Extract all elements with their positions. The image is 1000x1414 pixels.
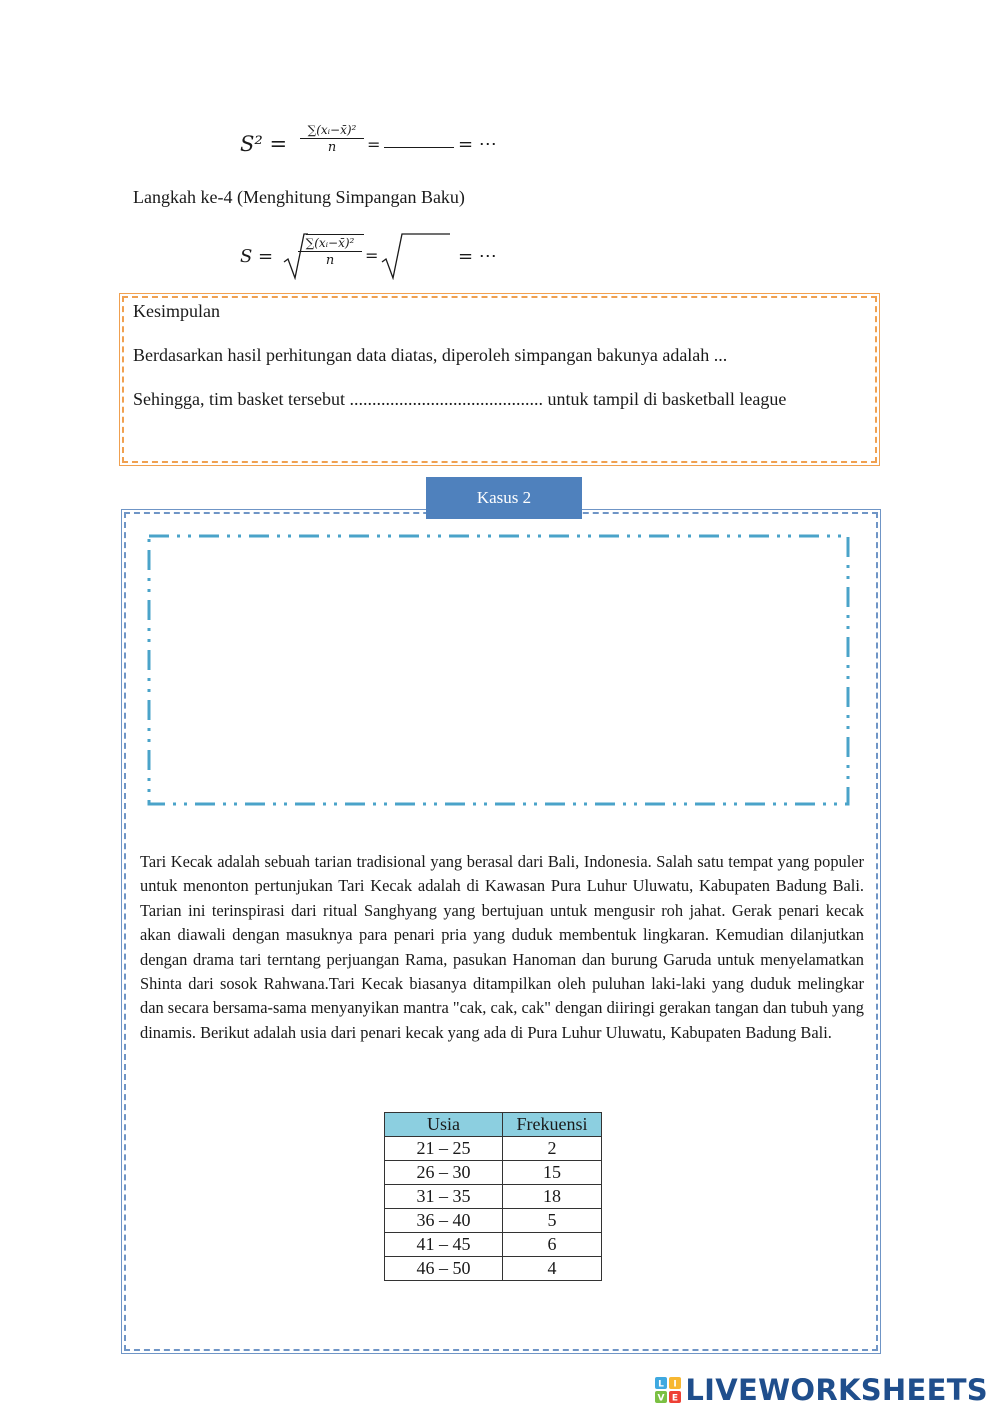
svg-text:V: V bbox=[657, 1393, 665, 1403]
case2-paragraph: Tari Kecak adalah sebuah tarian tradisional yang berasal dari Bali, Indonesia. Salah satu tempat yang populer untuk menonton pertunjukan Tari Kecak adalah di Kawasan Pura Luhur Uluwatu, Kabupaten Badung Bali. Tarian ini terinspirasi dari ritual Sanghyang yang bertujuan untuk mengusir roh jahat. Gerak penari kecak akan diawali dengan masuknya para penari pria yang duduk membentuk lingkaran. Kemudian dilanjutkan dengan drama tari terntang perjuangan Rama, pasukan Hanoman dan burung Garuda untuk menyelamatkan Shinta dari sosok Rahwana.Tari Kecak biasanya ditampilkan oleh puluhan laki-laki yang duduk melingkar dan secara bersama-sama menyanyikan mantra "cak, cak, cak" dengan diiringi gerakan tangan dan tubuh yang dinamis. Berikut adalah usia dari penari kecak yang ada di Pura Luhur Uluwatu, Kabupaten Badung Bali. bbox=[140, 852, 864, 1042]
table-row bbox=[385, 1209, 602, 1233]
frequency-cell: 2 bbox=[503, 1137, 602, 1161]
liveworksheets-logo-icon bbox=[655, 1377, 681, 1403]
stddev-fraction bbox=[298, 235, 362, 270]
variance-denominator: n bbox=[327, 140, 337, 155]
variance-blank-line bbox=[384, 147, 454, 148]
age-range-cell: 26 – 30 bbox=[385, 1161, 503, 1185]
conclusion-line-2: Sehingga, tim basket tersebut ........................................... untuk tampil di basketball league bbox=[133, 389, 787, 409]
age-range-cell: 41 – 45 bbox=[385, 1233, 503, 1257]
liveworksheets-brand[interactable] bbox=[655, 1372, 988, 1408]
stddev-lhs: S = bbox=[240, 246, 274, 267]
stddev-denominator: n bbox=[325, 253, 335, 268]
table-row bbox=[385, 1161, 602, 1185]
conclusion-title: Kesimpulan bbox=[133, 301, 220, 321]
variance-equals: = bbox=[367, 135, 381, 154]
frequency-cell: 18 bbox=[503, 1185, 602, 1209]
table-row bbox=[385, 1257, 602, 1281]
frequency-cell: 15 bbox=[503, 1161, 602, 1185]
frequency-cell: 5 bbox=[503, 1209, 602, 1233]
brand-name: LIVEWORKSHEETS bbox=[685, 1373, 988, 1407]
step4-label: Langkah ke-4 (Menghitung Simpangan Baku) bbox=[133, 187, 465, 207]
stddev-numerator: ∑(xᵢ−x̄)² bbox=[305, 236, 355, 250]
variance-lhs: S² = bbox=[240, 132, 288, 156]
case2-tab: Kasus 2 bbox=[426, 477, 582, 519]
age-range-cell: 36 – 40 bbox=[385, 1209, 503, 1233]
variance-numerator: ∑(xᵢ−x̄)² bbox=[307, 123, 357, 137]
conclusion-box bbox=[122, 296, 877, 463]
age-range-cell: 46 – 50 bbox=[385, 1257, 503, 1281]
header-frekuensi: Frekuensi bbox=[503, 1113, 602, 1137]
variance-fraction bbox=[300, 122, 364, 157]
conclusion-line-1: Berdasarkan hasil perhitungan data diatas, diperoleh simpangan bakunya adalah ... bbox=[133, 345, 728, 365]
age-frequency-table bbox=[384, 1112, 602, 1281]
table-header-row bbox=[385, 1113, 602, 1137]
age-range-cell: 21 – 25 bbox=[385, 1137, 503, 1161]
svg-text:L: L bbox=[658, 1379, 665, 1390]
sqrt-blank-icon bbox=[380, 232, 452, 280]
svg-text:I: I bbox=[673, 1379, 678, 1390]
table-row bbox=[385, 1233, 602, 1257]
stddev-formula bbox=[240, 232, 520, 282]
age-range-cell: 31 – 35 bbox=[385, 1185, 503, 1209]
image-placeholder bbox=[147, 534, 850, 806]
variance-result: = ⋯ bbox=[458, 134, 497, 155]
stddev-result: = ⋯ bbox=[458, 246, 497, 267]
table-row bbox=[385, 1185, 602, 1209]
variance-formula bbox=[240, 122, 520, 172]
frequency-cell: 6 bbox=[503, 1233, 602, 1257]
frequency-cell: 4 bbox=[503, 1257, 602, 1281]
header-usia: Usia bbox=[385, 1113, 503, 1137]
table-row bbox=[385, 1137, 602, 1161]
stddev-equals: = bbox=[365, 246, 379, 265]
svg-text:E: E bbox=[672, 1393, 679, 1403]
